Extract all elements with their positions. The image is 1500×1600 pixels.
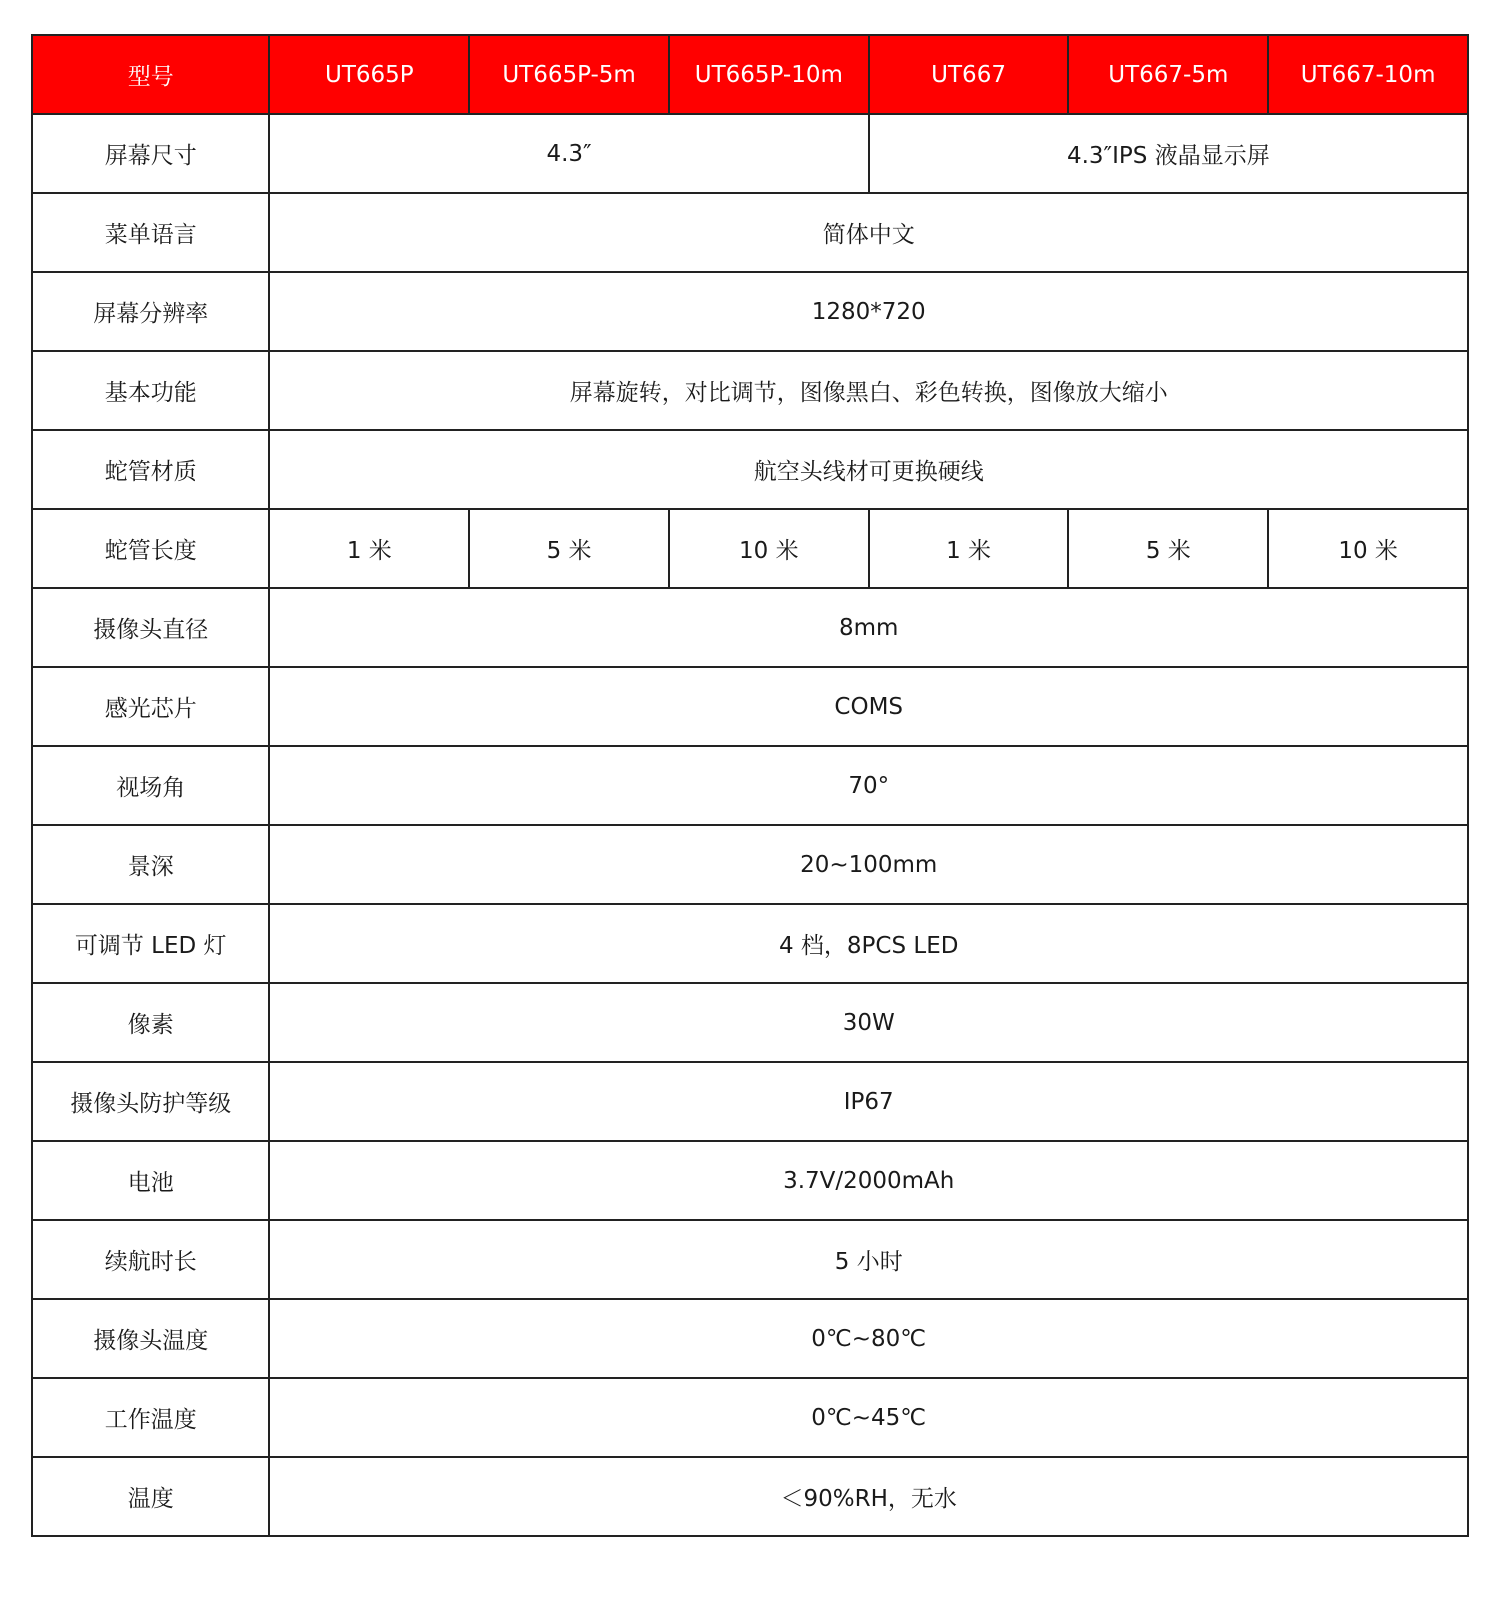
row-label-hose-material: 蛇管材质 — [32, 430, 269, 509]
table-row — [32, 509, 1468, 588]
header-model-ut667-5m: UT667-5m — [1068, 35, 1268, 114]
table-row — [32, 1378, 1468, 1457]
table-row — [32, 667, 1468, 746]
value-screen-size-ut665p: 4.3″ — [269, 114, 868, 193]
table-row — [32, 983, 1468, 1062]
value-protection: IP67 — [269, 1062, 1468, 1141]
table-row — [32, 1141, 1468, 1220]
row-label-depth-of-field: 景深 — [32, 825, 269, 904]
header-row — [32, 35, 1468, 114]
table-row — [32, 1457, 1468, 1536]
value-hose-length-ut667: 1 米 — [869, 509, 1069, 588]
header-model-ut667-10m: UT667-10m — [1268, 35, 1468, 114]
table-row — [32, 1299, 1468, 1378]
value-depth-of-field: 20~100mm — [269, 825, 1468, 904]
value-led: 4 档，8PCS LED — [269, 904, 1468, 983]
value-sensor: COMS — [269, 667, 1468, 746]
row-label-working-temp: 工作温度 — [32, 1378, 269, 1457]
value-camera-diameter: 8mm — [269, 588, 1468, 667]
row-label-battery-life: 续航时长 — [32, 1220, 269, 1299]
table-row — [32, 430, 1468, 509]
row-label-resolution: 屏幕分辨率 — [32, 272, 269, 351]
header-label-model: 型号 — [32, 35, 269, 114]
spec-table — [31, 34, 1469, 1537]
table-row — [32, 114, 1468, 193]
row-label-sensor: 感光芯片 — [32, 667, 269, 746]
row-label-hose-length: 蛇管长度 — [32, 509, 269, 588]
value-battery: 3.7V/2000mAh — [269, 1141, 1468, 1220]
table-row — [32, 904, 1468, 983]
row-label-camera-diameter: 摄像头直径 — [32, 588, 269, 667]
row-label-screen-size: 屏幕尺寸 — [32, 114, 269, 193]
value-battery-life: 5 小时 — [269, 1220, 1468, 1299]
value-screen-size-ut667: 4.3″IPS 液晶显示屏 — [869, 114, 1468, 193]
row-label-field-of-view: 视场角 — [32, 746, 269, 825]
value-working-temp: 0℃~45℃ — [269, 1378, 1468, 1457]
value-basic-functions: 屏幕旋转，对比调节，图像黑白、彩色转换，图像放大缩小 — [269, 351, 1468, 430]
row-label-menu-language: 菜单语言 — [32, 193, 269, 272]
value-resolution: 1280*720 — [269, 272, 1468, 351]
value-hose-length-ut665p-5m: 5 米 — [469, 509, 669, 588]
value-hose-length-ut665p: 1 米 — [269, 509, 469, 588]
table-row — [32, 272, 1468, 351]
table-row — [32, 351, 1468, 430]
table-row — [32, 1220, 1468, 1299]
value-humidity: ＜90%RH，无水 — [269, 1457, 1468, 1536]
value-hose-length-ut667-5m: 5 米 — [1068, 509, 1268, 588]
table-row — [32, 1062, 1468, 1141]
row-label-led: 可调节 LED 灯 — [32, 904, 269, 983]
value-pixels: 30W — [269, 983, 1468, 1062]
header-model-ut665p-10m: UT665P-10m — [669, 35, 869, 114]
value-hose-material: 航空头线材可更换硬线 — [269, 430, 1468, 509]
row-label-battery: 电池 — [32, 1141, 269, 1220]
header-model-ut665p: UT665P — [269, 35, 469, 114]
table-row — [32, 746, 1468, 825]
value-hose-length-ut667-10m: 10 米 — [1268, 509, 1468, 588]
row-label-humidity: 温度 — [32, 1457, 269, 1536]
table-row — [32, 193, 1468, 272]
value-menu-language: 简体中文 — [269, 193, 1468, 272]
value-hose-length-ut665p-10m: 10 米 — [669, 509, 869, 588]
header-model-ut667: UT667 — [869, 35, 1069, 114]
value-camera-temp: 0℃~80℃ — [269, 1299, 1468, 1378]
row-label-camera-temp: 摄像头温度 — [32, 1299, 269, 1378]
row-label-protection: 摄像头防护等级 — [32, 1062, 269, 1141]
row-label-pixels: 像素 — [32, 983, 269, 1062]
value-field-of-view: 70° — [269, 746, 1468, 825]
row-label-basic-functions: 基本功能 — [32, 351, 269, 430]
table-row — [32, 588, 1468, 667]
table-row — [32, 825, 1468, 904]
header-model-ut665p-5m: UT665P-5m — [469, 35, 669, 114]
